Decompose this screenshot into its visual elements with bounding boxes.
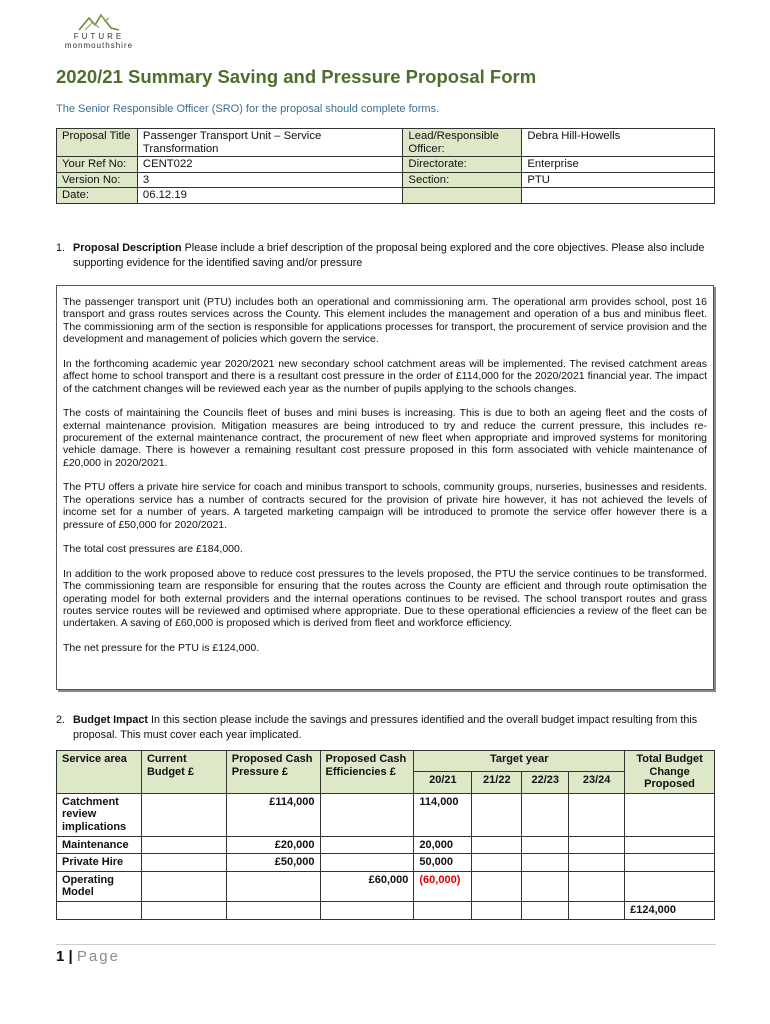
service-area-cell: Private Hire bbox=[57, 854, 142, 872]
section2-instructions: In this section please include the savings and pressures identified and the overall budget impact resulting from this proposal. This must cover each year implicated. bbox=[73, 714, 698, 741]
mountain-logo-icon bbox=[77, 12, 121, 32]
proposal-title-label: Proposal Title bbox=[57, 129, 138, 157]
section1-title: Proposal Description bbox=[73, 242, 182, 254]
cash-pressure-header: Proposed Cash Pressure £ bbox=[226, 751, 320, 794]
empty-cell bbox=[226, 901, 320, 919]
page-separator: | bbox=[68, 948, 73, 965]
description-paragraph: The net pressure for the PTU is £124,000. bbox=[63, 642, 260, 655]
service-area-cell: Operating Model bbox=[57, 871, 142, 901]
date-label: Date: bbox=[57, 188, 138, 204]
budget-table bbox=[56, 750, 715, 920]
table-row bbox=[57, 793, 715, 836]
proposal-title-value: Passenger Transport Unit – Service Transformation bbox=[137, 129, 402, 157]
cash-efficiencies-cell: £60,000 bbox=[320, 871, 414, 901]
year-header: 21/22 bbox=[472, 772, 522, 793]
year-header: 23/24 bbox=[569, 772, 625, 793]
section2-heading bbox=[56, 713, 716, 743]
section1-number: 1. bbox=[56, 242, 66, 254]
current-budget-cell bbox=[141, 854, 226, 872]
empty-cell bbox=[57, 901, 142, 919]
year-cell bbox=[522, 871, 569, 901]
cash-efficiencies-cell bbox=[320, 854, 414, 872]
directorate-value: Enterprise bbox=[522, 157, 715, 173]
cash-efficiencies-header: Proposed Cash Efficiencies £ bbox=[320, 751, 414, 794]
empty-label-cell bbox=[403, 188, 522, 204]
grand-total-cell: £124,000 bbox=[625, 901, 715, 919]
section1-heading bbox=[56, 241, 716, 271]
empty-cell bbox=[472, 901, 522, 919]
table-row bbox=[57, 836, 715, 854]
year-header: 22/23 bbox=[522, 772, 569, 793]
ref-label: Your Ref No: bbox=[57, 157, 138, 173]
total-cell bbox=[625, 793, 715, 836]
year-cell-negative: (60,000) bbox=[414, 871, 472, 901]
empty-cell bbox=[522, 901, 569, 919]
service-area-cell: Maintenance bbox=[57, 836, 142, 854]
year-cell: 20,000 bbox=[414, 836, 472, 854]
cash-pressure-cell bbox=[226, 871, 320, 901]
description-paragraph: The costs of maintaining the Councils fleet of buses and mini buses is increasing. This is due to both an ageing fleet and the costs of external maintenance provision. Mitigation measures are being introduced to try and reduce the current pressure, this includes re-procurement of the external maintenance contract, the procurement of new fleet when appropriate and improved systems for monitoring vehicle damage. There is however a remaining resultant cost pressure proposed in this form associated with vehicle maintenance of £20,000 in 2020/2021. bbox=[63, 407, 707, 469]
year-cell bbox=[522, 854, 569, 872]
service-area-cell: Catchment review implications bbox=[57, 793, 142, 836]
current-budget-cell bbox=[141, 836, 226, 854]
description-paragraph: In the forthcoming academic year 2020/2021 new secondary school catchment areas will be implemented. The revised catchment areas affect home to school transport and there is a resultant cost pressure in the order of £114,000 for the 2020/2021 financial year. The impact of the catchment changes will be reviewed each year as the number of pupils applying to the schools changes. bbox=[63, 357, 707, 395]
description-paragraph: In addition to the work proposed above to reduce cost pressures to the levels proposed, the PTU the service continues to be transformed. The commissioning team are responsible for ensuring that the routes across the County are efficient and through route optimisation the operating model for both external providers and the internal operations continues to be revised. The school transport routes and grass routes service routes will be reviewed and optimised where appropriate. Due to these operational efficiencies a review of the fleet can be undertaken. A saving of £60,000 is proposed which is derived from fleet and workforce efficiency. bbox=[63, 567, 707, 630]
year-cell bbox=[522, 836, 569, 854]
year-header: 20/21 bbox=[414, 772, 472, 793]
page-title: 2020/21 Summary Saving and Pressure Proposal Form bbox=[56, 66, 537, 87]
current-budget-cell bbox=[141, 871, 226, 901]
table-row bbox=[57, 854, 715, 872]
page-number: 1 bbox=[56, 948, 65, 965]
table-header-row bbox=[57, 751, 715, 772]
cash-pressure-cell: £50,000 bbox=[226, 854, 320, 872]
year-cell bbox=[522, 793, 569, 836]
current-budget-header: Current Budget £ bbox=[141, 751, 226, 794]
total-cell bbox=[625, 854, 715, 872]
version-label: Version No: bbox=[57, 172, 138, 188]
year-cell bbox=[472, 871, 522, 901]
total-change-header: Total Budget Change Proposed bbox=[625, 751, 715, 794]
table-row bbox=[57, 871, 715, 901]
year-cell bbox=[569, 854, 625, 872]
section2-number: 2. bbox=[56, 714, 66, 726]
year-cell bbox=[569, 836, 625, 854]
service-area-header: Service area bbox=[57, 751, 142, 794]
ref-value: CENT022 bbox=[137, 157, 402, 173]
section1-instructions: Please include a brief description of the proposal being explored and the core objectives. Please also include supporting evidence for the identified saving and/or pressure bbox=[73, 242, 705, 269]
total-cell bbox=[625, 836, 715, 854]
cash-pressure-cell: £20,000 bbox=[226, 836, 320, 854]
cash-efficiencies-cell bbox=[320, 836, 414, 854]
table-row bbox=[57, 129, 715, 157]
logo bbox=[54, 12, 144, 52]
date-value: 06.12.19 bbox=[137, 188, 402, 204]
lead-officer-value: Debra Hill-Howells bbox=[522, 129, 715, 157]
year-cell: 114,000 bbox=[414, 793, 472, 836]
year-cell bbox=[472, 854, 522, 872]
year-cell bbox=[569, 871, 625, 901]
description-paragraph: The passenger transport unit (PTU) includes both an operational and commissioning arm. The operational arm provides school, post 16 transport and grass routes services across the County. This element includes the management and operation of a bus and minibus fleet. The commissioning arm of the section is responsible for applications processes for transport, the procurement of service provision and the development and management of policies which govern the service. bbox=[63, 296, 707, 346]
target-year-header: Target year bbox=[414, 751, 625, 772]
current-budget-cell bbox=[141, 793, 226, 836]
logo-line1: FUTURE bbox=[73, 32, 125, 41]
year-cell bbox=[472, 793, 522, 836]
empty-cell bbox=[320, 901, 414, 919]
year-cell bbox=[569, 793, 625, 836]
directorate-label: Directorate: bbox=[403, 157, 522, 173]
empty-cell bbox=[414, 901, 472, 919]
year-cell: 50,000 bbox=[414, 854, 472, 872]
cash-pressure-cell: £114,000 bbox=[226, 793, 320, 836]
year-cell bbox=[472, 836, 522, 854]
empty-cell bbox=[141, 901, 226, 919]
lead-officer-label: Lead/Responsible Officer: bbox=[403, 129, 522, 157]
table-row bbox=[57, 157, 715, 173]
proposal-description-box bbox=[56, 285, 714, 690]
description-paragraph: The PTU offers a private hire service for coach and minibus transport to schools, community groups, nurseries, businesses and residents. The operations service has a number of contracts secured for the provision of private hire however, it has not achieved the levels of income set for a number of years. A targeted marketing campaign will be introduced to promote the service offer however there is a pressure of £50,000 for 2020/2021. bbox=[63, 481, 707, 531]
page-footer bbox=[56, 948, 120, 965]
section-value: PTU bbox=[522, 172, 715, 188]
version-value: 3 bbox=[137, 172, 402, 188]
table-row bbox=[57, 172, 715, 188]
footer-divider bbox=[56, 944, 716, 945]
page-label: Page bbox=[76, 948, 120, 965]
empty-value-cell bbox=[522, 188, 715, 204]
logo-line2: monmouthshire bbox=[64, 41, 134, 50]
description-paragraph: The total cost pressures are £184,000. bbox=[63, 543, 243, 556]
total-row bbox=[57, 901, 715, 919]
section-label: Section: bbox=[403, 172, 522, 188]
section2-title: Budget Impact bbox=[73, 714, 148, 726]
empty-cell bbox=[569, 901, 625, 919]
total-cell bbox=[625, 871, 715, 901]
table-row bbox=[57, 188, 715, 204]
cash-efficiencies-cell bbox=[320, 793, 414, 836]
intro-text: The Senior Responsible Officer (SRO) for the proposal should complete forms. bbox=[56, 103, 440, 115]
proposal-info-table bbox=[56, 128, 715, 204]
